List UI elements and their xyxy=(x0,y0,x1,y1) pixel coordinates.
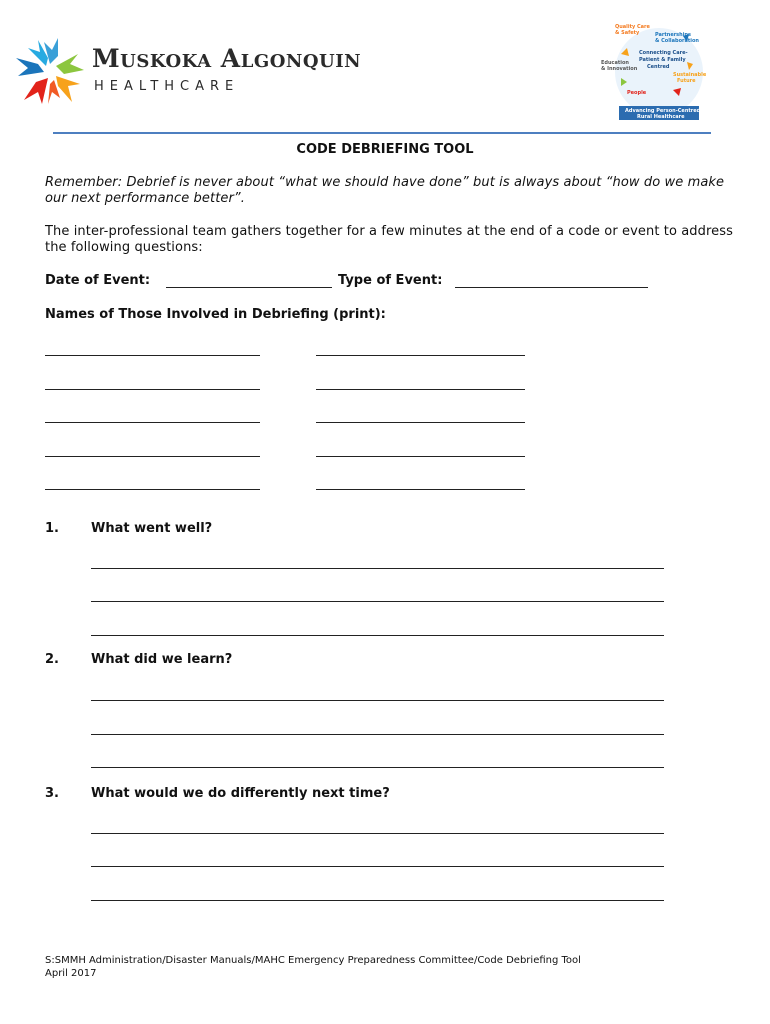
maple-leaf-logo-icon xyxy=(14,36,86,106)
answer-line[interactable] xyxy=(91,568,664,569)
value-sustainable: Sustainable xyxy=(673,72,707,78)
answer-line[interactable] xyxy=(91,767,664,768)
name-field-left[interactable] xyxy=(45,422,260,423)
answer-line[interactable] xyxy=(91,866,664,867)
value-partnerships: Partnerships xyxy=(655,32,691,38)
name-field-right[interactable] xyxy=(316,489,525,490)
footer-date: April 2017 xyxy=(45,968,97,979)
answer-line[interactable] xyxy=(91,734,664,735)
type-of-event-field[interactable] xyxy=(455,287,648,288)
document-title: CODE DEBRIEFING TOOL xyxy=(296,142,474,157)
names-label: Names of Those Involved in Debriefing (print): xyxy=(45,307,386,322)
question-number: 3. xyxy=(45,786,59,801)
values-wheel-graphic xyxy=(597,18,717,124)
type-of-event-label: Type of Event: xyxy=(338,273,443,288)
question-text: What went well? xyxy=(91,521,213,536)
intro-text: The inter-professional team gathers together for a few minutes at the end of a code or event to address the following questions: xyxy=(45,224,734,255)
value-partnerships-2: & Collaboration xyxy=(655,38,699,44)
name-field-right[interactable] xyxy=(316,422,525,423)
name-field-right[interactable] xyxy=(316,389,525,390)
value-quality-care: Quality Care xyxy=(615,24,650,30)
name-field-left[interactable] xyxy=(45,389,260,390)
name-field-right[interactable] xyxy=(316,456,525,457)
question-number: 1. xyxy=(45,521,59,536)
name-field-left[interactable] xyxy=(45,489,260,490)
date-of-event-label: Date of Event: xyxy=(45,273,151,288)
answer-line[interactable] xyxy=(91,900,664,901)
name-field-right[interactable] xyxy=(316,355,525,356)
footer-path: S:SMMH Administration/Disaster Manuals/MAHC Emergency Preparedness Committee/Code Debriefing Tool xyxy=(45,955,581,966)
value-education-2: & Innovation xyxy=(601,66,638,72)
value-bottom-1: Advancing Person-Centred xyxy=(625,108,701,114)
answer-line[interactable] xyxy=(91,601,664,602)
name-field-left[interactable] xyxy=(45,456,260,457)
value-center-2: Patient & Family xyxy=(639,57,686,63)
question-number: 2. xyxy=(45,652,59,667)
header-divider xyxy=(53,132,711,134)
value-people: People xyxy=(627,90,647,96)
question-text: What would we do differently next time? xyxy=(91,786,390,801)
answer-line[interactable] xyxy=(91,635,664,636)
answer-line[interactable] xyxy=(91,700,664,701)
value-center-3: Centred xyxy=(647,64,670,70)
answer-line[interactable] xyxy=(91,833,664,834)
value-education: Education xyxy=(601,60,629,66)
remember-text: Remember: Debrief is never about “what we should have done” but is always about “how do we make our next performance better”. xyxy=(45,175,725,206)
name-field-left[interactable] xyxy=(45,355,260,356)
value-bottom-2: Rural Healthcare xyxy=(637,114,685,120)
date-of-event-field[interactable] xyxy=(166,287,332,288)
logo-wordmark: Muskoka Algonquin xyxy=(92,44,362,73)
value-center-1: Connecting Care- xyxy=(639,50,688,56)
question-text: What did we learn? xyxy=(91,652,233,667)
logo-subtitle: HEALTHCARE xyxy=(94,79,240,94)
value-quality-care-2: & Safety xyxy=(615,30,640,36)
value-sustainable-2: Future xyxy=(677,78,696,84)
